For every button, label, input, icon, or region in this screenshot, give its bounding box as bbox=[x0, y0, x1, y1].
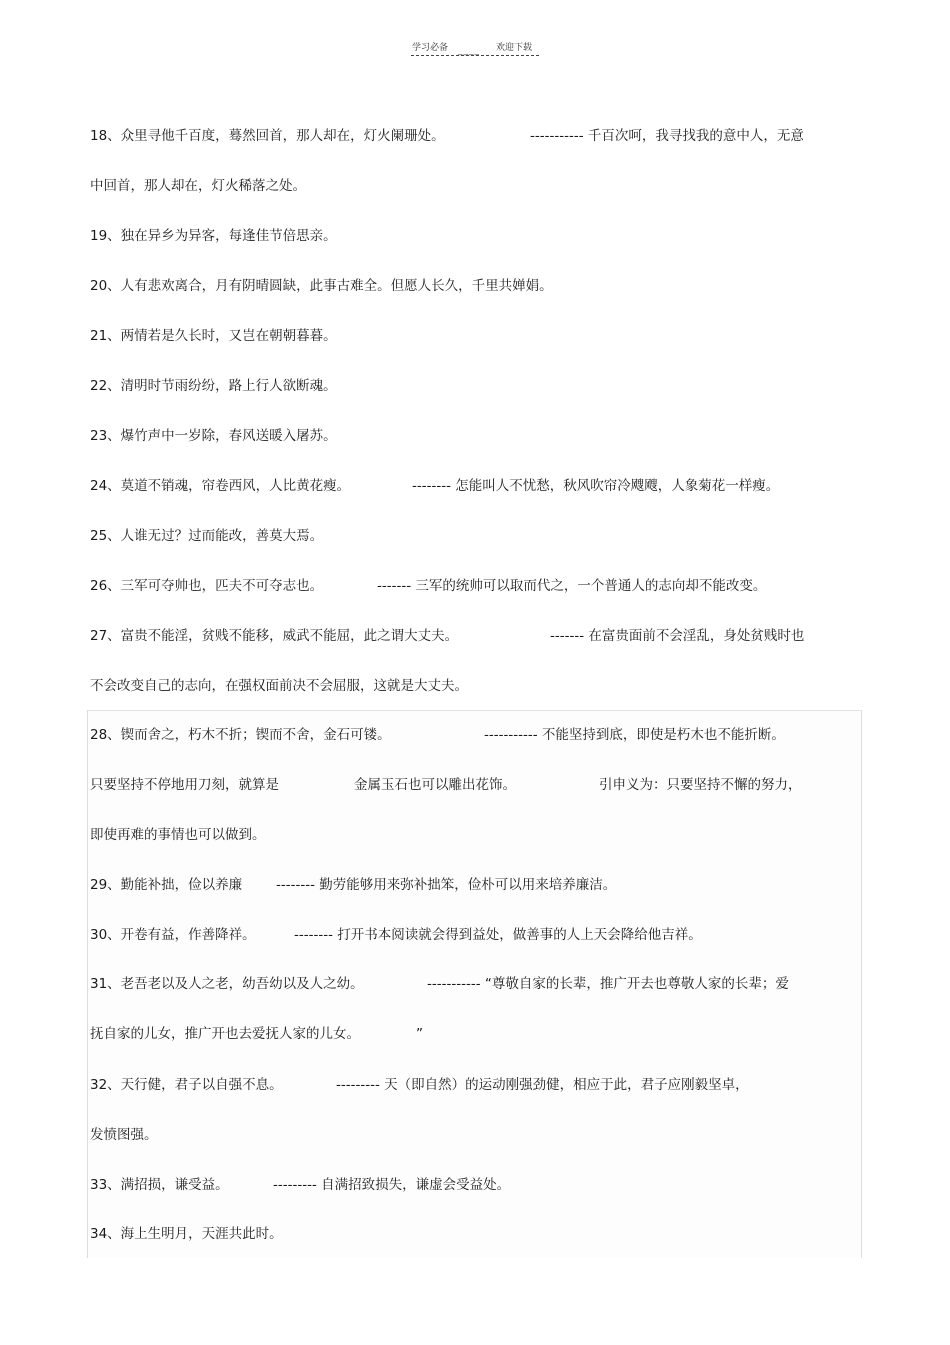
line-29-explanation: -------- 勤劳能够用来弥补拙笨，俭朴可以用来培养廉洁。 bbox=[276, 877, 617, 893]
line-31-text: 31、老吾老以及人之老，幼吾幼以及人之幼。 bbox=[90, 976, 364, 992]
line-29-text: 29、勤能补拙，俭以养廉 bbox=[90, 877, 243, 893]
line-31-cont-b: ” bbox=[416, 1026, 423, 1042]
line-31-cont-a: 抚自家的儿女，推广开也去爱抚人家的儿女。 bbox=[90, 1026, 360, 1042]
line-27-cont: 不会改变自己的志向，在强权面前决不会屈服，这就是大丈夫。 bbox=[90, 678, 468, 694]
line-32-explanation: --------- 天（即自然）的运动刚强劲健，相应于此，君子应刚毅坚卓， bbox=[336, 1077, 749, 1093]
line-24-text: 24、莫道不销魂，帘卷西风，人比黄花瘦。 bbox=[90, 478, 351, 494]
line-28-cont-c: 引申义为：只要坚持不懈的努力， bbox=[599, 777, 802, 793]
line-32-text: 32、天行健，君子以自强不息。 bbox=[90, 1077, 283, 1093]
page-header bbox=[0, 38, 950, 58]
header-right-text: 欢迎下载 bbox=[496, 43, 533, 53]
line-28-text: 28、锲而舍之，朽木不折；锲而不舍，金石可镂。 bbox=[90, 727, 391, 743]
line-34: 34、海上生明月，天涯共此时。 bbox=[90, 1226, 283, 1242]
line-18-explanation: ----------- 千百次呵，我寻找我的意中人，无意 bbox=[530, 128, 804, 144]
line-28-cont-b: 金属玉石也可以雕出花饰。 bbox=[354, 777, 516, 793]
header-mid-text: ____ bbox=[458, 46, 480, 56]
line-30-explanation: -------- 打开书本阅读就会得到益处，做善事的人上天会降给他吉祥。 bbox=[294, 927, 702, 943]
line-25: 25、人谁无过？过而能改，善莫大焉。 bbox=[90, 528, 324, 544]
header-left-text: 学习必备 bbox=[412, 43, 449, 53]
line-24-explanation: -------- 怎能叫人不忧愁，秋风吹帘冷飕飕，人象菊花一样瘦。 bbox=[412, 478, 780, 494]
line-22: 22、清明时节雨纷纷，路上行人欲断魂。 bbox=[90, 378, 337, 394]
line-18-cont: 中回首，那人却在，灯火稀落之处。 bbox=[90, 178, 306, 194]
line-32-cont: 发愤图强。 bbox=[90, 1127, 158, 1143]
line-27-text: 27、富贵不能淫，贫贱不能移，威武不能屈，此之谓大丈夫。 bbox=[90, 628, 459, 644]
line-26-text: 26、三军可夺帅也，匹夫不可夺志也。 bbox=[90, 578, 324, 594]
line-21: 21、两情若是久长时，又岂在朝朝暮暮。 bbox=[90, 328, 337, 344]
line-20: 20、人有悲欢离合，月有阴晴圆缺，此事古难全。但愿人长久，千里共婵娟。 bbox=[90, 278, 553, 294]
line-33-explanation: --------- 自满招致损失，谦虚会受益处。 bbox=[273, 1177, 511, 1193]
line-28-cont2: 即使再难的事情也可以做到。 bbox=[90, 827, 266, 843]
line-31-explanation: ----------- “尊敬自家的长辈，推广开去也尊敬人家的长辈；爱 bbox=[427, 976, 789, 992]
line-23: 23、爆竹声中一岁除，春风送暖入屠苏。 bbox=[90, 428, 337, 444]
line-19: 19、独在异乡为异客，每逢佳节倍思亲。 bbox=[90, 228, 337, 244]
line-28-explanation: ----------- 不能坚持到底，即使是朽木也不能折断。 bbox=[484, 727, 785, 743]
line-28-cont-a: 只要坚持不停地用刀刻，就算是 bbox=[90, 777, 279, 793]
header-rule bbox=[411, 55, 539, 56]
line-26-explanation: ------- 三军的统帅可以取而代之，一个普通人的志向却不能改变。 bbox=[377, 578, 767, 594]
line-27-explanation: ------- 在富贵面前不会淫乱，身处贫贱时也 bbox=[550, 628, 805, 644]
line-33-text: 33、满招损，谦受益。 bbox=[90, 1177, 229, 1193]
line-18-text: 18、众里寻他千百度，蓦然回首，那人却在，灯火阑珊处。 bbox=[90, 128, 445, 144]
line-30-text: 30、开卷有益，作善降祥。 bbox=[90, 927, 256, 943]
